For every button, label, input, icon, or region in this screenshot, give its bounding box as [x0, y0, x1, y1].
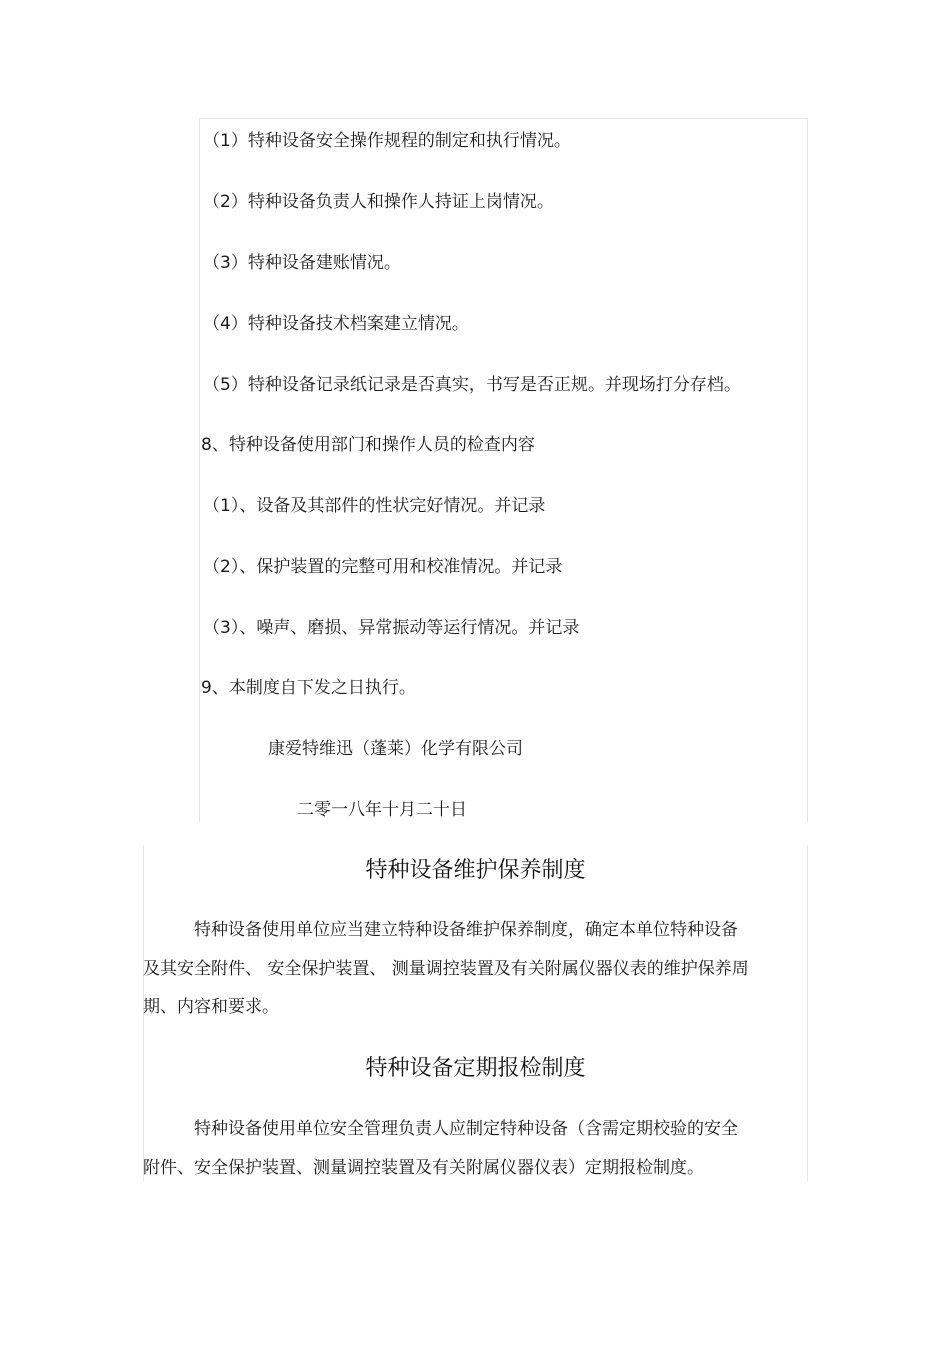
section-heading-9: 9、本制度自下发之日执行。: [201, 678, 416, 698]
list-item: （3）特种设备建账情况。: [203, 253, 401, 273]
list-item: （4）特种设备技术档案建立情况。: [203, 314, 469, 334]
list-item: （3）、噪声、磨损、异常振动等运行情况。并记录: [203, 618, 580, 638]
company-signature: 康爱特维迅（蓬莱）化学有限公司: [268, 739, 523, 759]
paragraph-line: 特种设备使用单位应当建立特种设备维护保养制度，确定本单位特种设备: [194, 920, 738, 940]
list-item: （2）特种设备负责人和操作人持证上岗情况。: [203, 192, 554, 212]
maintenance-title: 特种设备维护保养制度: [365, 858, 586, 883]
paragraph-line: 及其安全附件、 安全保护装置、 测量调控装置及有关附属仪器仪表的维护保养周: [143, 958, 749, 979]
list-item: （1）、设备及其部件的性状完好情况。并记录: [203, 496, 546, 516]
paragraph-line: 特种设备使用单位安全管理负责人应制定特种设备（含需定期校验的安全: [194, 1119, 738, 1139]
document-date: 二零一八年十月二十日: [297, 800, 467, 820]
inspection-paragraph: [143, 1110, 783, 1187]
list-item: （2）、保护装置的完整可用和校准情况。并记录: [203, 557, 563, 577]
inspection-title: 特种设备定期报检制度: [365, 1056, 586, 1081]
section-heading-8: 8、特种设备使用部门和操作人员的检查内容: [201, 435, 535, 455]
page-frame-top: [199, 118, 808, 822]
paragraph-line: 期、内容和要求。: [143, 997, 279, 1017]
list-item: （1）特种设备安全操作规程的制定和执行情况。: [203, 131, 571, 151]
paragraph-line: 附件、安全保护装置、测量调控装置及有关附属仪器仪表）定期报检制度。: [143, 1157, 704, 1178]
maintenance-paragraph: [143, 911, 783, 1027]
list-item: （5）特种设备记录纸记录是否真实，书写是否正规。并现场打分存档。: [203, 375, 741, 395]
